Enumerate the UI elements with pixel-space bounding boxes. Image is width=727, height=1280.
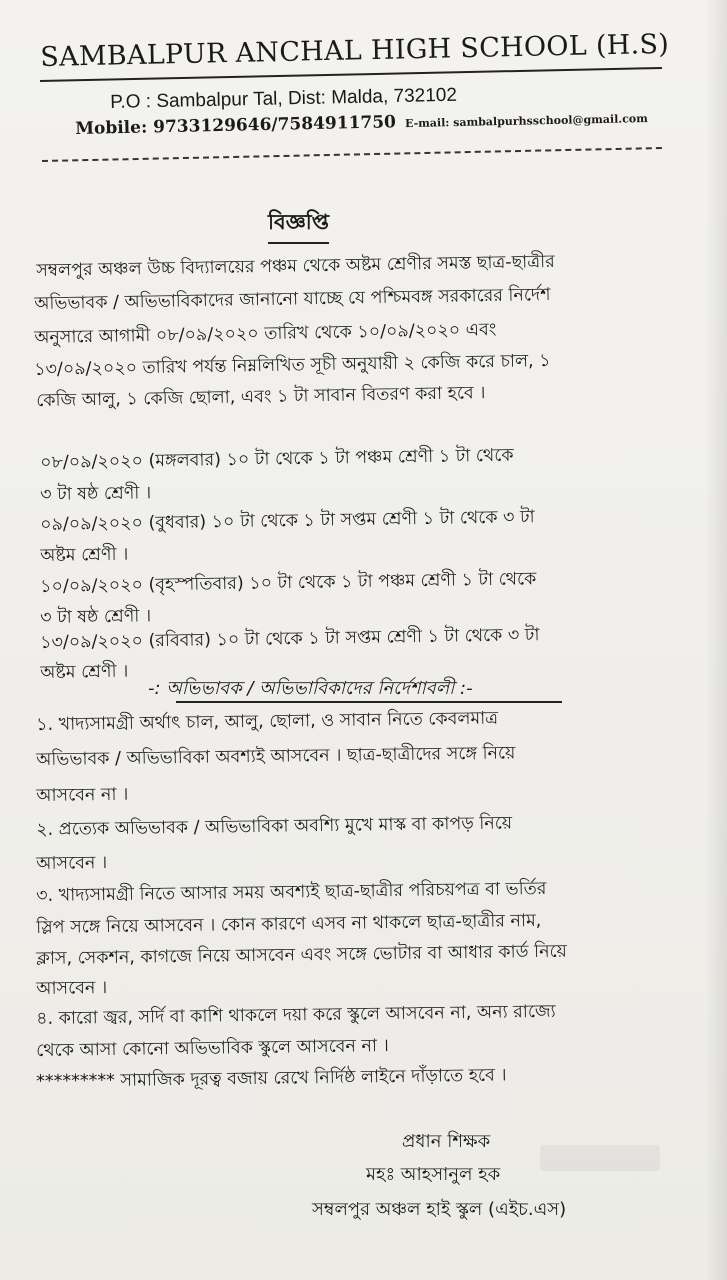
body-line: সম্বলপুর অঞ্চল উচ্চ বিদ্যালয়ের পঞ্চম থেকে অষ্টম শ্রেণীর সমস্ত ছাত্র-ছাত্রীর (36, 251, 555, 281)
instruction-line: অভিভাবক / অভিভাবিকা অবশ্যই আসবেন । ছাত্র-ছাত্রীদের সঙ্গে নিয়ে (36, 743, 516, 770)
schedule-line: অষ্টম শ্রেণী । (40, 661, 129, 683)
faded-stamp (540, 1145, 660, 1171)
page-edge-shadow (705, 0, 727, 1280)
instruction-line: থেকে আসা কোনো অভিভাবিক স্কুলে আসবেন না । (36, 1036, 389, 1061)
instruction-line: স্লিপ সঙ্গে নিয়ে আসবেন । কোন কারণে এসব না থাকলে ছাত্র-ছাত্রীর নাম, (36, 910, 542, 938)
instruction-line: ৩. খাদ্যসামগ্রী নিতে আসার সময় অবশ্যই ছাত্র-ছাত্রীর পরিচয়পত্র বা ভর্তির (36, 878, 547, 906)
instruction-line: আসবেন । (36, 853, 108, 874)
instruction-line: ২. প্রত্যেক অভিভাবক / অভিভাবিকা অবশ্যি মুখে মাস্ক বা কাপড় নিয়ে (36, 813, 513, 840)
email-address: E-mail: sambalpurhsschool@gmail.com (404, 112, 648, 131)
mobile-number: Mobile: 9733129646/7584911750 (75, 112, 397, 139)
signature-school: সম্বলপুর অঞ্চল হাই স্কুল (এইচ.এস) (312, 1199, 567, 1220)
signature-name: মহঃ আহসানুল হক (366, 1164, 501, 1185)
school-name: SAMBALPUR ANCHAL HIGH SCHOOL (H.S) (40, 28, 670, 73)
schedule-line: ০৯/০৯/২০২০ (বুধবার) ১০ টা থেকে ১ টা সপ্তম শ্রেণী ১ টা থেকে ৩ টা (40, 507, 535, 535)
instruction-line: ক্লাস, সেকশন, কাগজে নিয়ে আসবেন এবং সঙ্গে ভোটার বা আধার কার্ড নিয়ে (36, 941, 568, 969)
schedule-line: ০৮/০৯/২০২০ (মঙ্গলবার) ১০ টা থেকে ১ টা পঞ্চম শ্রেণী ১ টা থেকে (40, 445, 514, 473)
instruction-line: আসবেন । (36, 978, 108, 999)
body-line: কেজি আলু, ১ কেজি ছোলা, এবং ১ টা সাবান বিতরণ করা হবে । (36, 383, 486, 411)
schedule-line: ৩ টা ষষ্ঠ শ্রেণী । (40, 606, 152, 628)
instructions-heading: -: অভিভাবক / অভিভাবিকাদের নির্দেশাবলী :- (148, 678, 473, 699)
instruction-line: আসবেন না । (36, 784, 129, 806)
instructions-heading-underline (176, 701, 562, 703)
signature-designation: প্রধান শিক্ষক (402, 1131, 491, 1152)
schedule-line: ৩ টা ষষ্ঠ শ্রেণী । (40, 483, 152, 505)
body-line: অভিভাবক / অভিভাবিকাদের জানানো যাচ্ছে যে পশ্চিমবঙ্গ সরকারের নির্দেশ (34, 284, 551, 314)
body-line: অনুসারে আগামী ০৮/০৯/২০২০ তারিখ থেকে ১০/০৯/২০২০ এবং (34, 319, 497, 348)
schedule-line: ১০/০৯/২০২০ (বৃহস্পতিবার) ১০ টা থেকে ১ টা পঞ্চম শ্রেণী ১ টা থেকে (40, 569, 537, 597)
instruction-line: ১. খাদ্যসামগ্রী অর্থাৎ চাল, আলু, ছোলা, ও সাবান নিতে কেবলমাত্র (36, 708, 499, 735)
instruction-line: ৪. কারো জ্বর, সর্দি বা কাশি থাকলে দয়া করে স্কুলে আসবেন না, অন্য রাজ্যে (36, 1001, 556, 1029)
schedule-line: ১৩/০৯/২০২০ (রবিবার) ১০ টা থেকে ১ টা সপ্তম শ্রেণী ১ টা থেকে ৩ টা (40, 625, 540, 653)
notice-title: বিজ্ঞপ্তি (268, 206, 329, 244)
body-line: ১৩/০৯/২০২০ তারিখ পর্যন্ত নিম্নলিখিত সূচী অনুযায়ী ২ কেজি করে চাল, ১ (34, 350, 551, 380)
instruction-line: ********* সামাজিক দূরত্ব বজায় রেখে নির্দিষ্ঠ লাইনে দাঁড়াতে হবে । (36, 1065, 507, 1092)
school-address: P.O : Sambalpur Tal, Dist: Malda, 732102 (110, 84, 458, 113)
dashed-separator (42, 147, 662, 162)
schedule-line: অষ্টম শ্রেণী । (40, 544, 129, 566)
